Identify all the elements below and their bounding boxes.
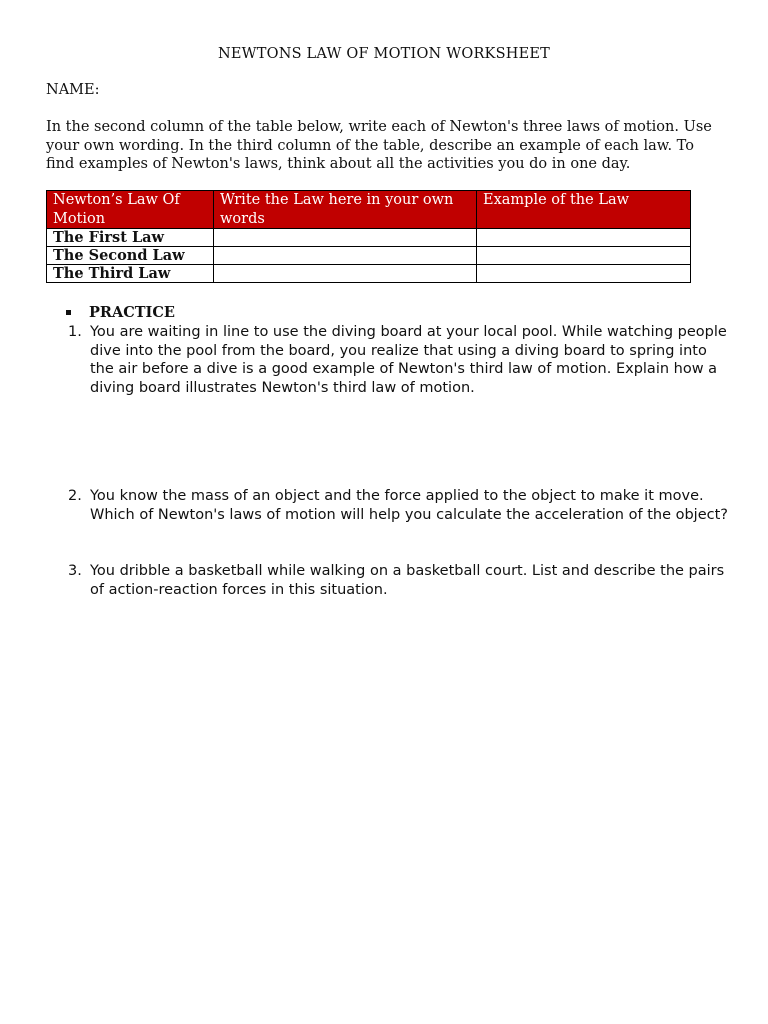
question-number: 1. (68, 324, 82, 340)
example-cell[interactable] (477, 229, 691, 247)
table-header-row (47, 191, 691, 229)
column-header-example: Example of the Law (477, 191, 691, 229)
question-text: You are waiting in line to use the diving board at your local pool. While watching people dive into the pool from the board, you realize that using a diving board to spring into the air before a dive is a good example of Newton's third law of motion. Explain how a diving board illustrates Newton's third law of motion. (90, 324, 727, 396)
question-text: You dribble a basketball while walking on a basketball court. List and describe the pairs of action-reaction forces in this situation. (90, 563, 725, 598)
table-row (47, 265, 691, 283)
example-cell[interactable] (477, 265, 691, 283)
question-item (68, 562, 728, 599)
own-words-cell[interactable] (214, 247, 477, 265)
page-title: NEWTONS LAW OF MOTION WORKSHEET (217, 46, 551, 62)
practice-heading (66, 304, 175, 321)
name-label: NAME: (46, 82, 100, 98)
table-row (47, 229, 691, 247)
question-item (68, 323, 728, 397)
law-name-cell: The Third Law (47, 265, 214, 283)
practice-heading-text: PRACTICE (89, 304, 175, 321)
own-words-cell[interactable] (214, 265, 477, 283)
column-header-law: Newton’s Law Of Motion (47, 191, 214, 229)
question-number: 2. (68, 488, 82, 504)
question-text: You know the mass of an object and the force applied to the object to make it move. Which of Newton's laws of motion will help you calculate the acceleration of the object? (90, 488, 728, 523)
instructions-paragraph: In the second column of the table below, write each of Newton's three laws of motion. Use your own wording. In the third column of the table, describe an example of each law. To find examples of Newton's laws, think about all the activities you do in one day. (46, 119, 712, 172)
own-words-cell[interactable] (214, 229, 477, 247)
newtons-laws-table (46, 190, 691, 283)
question-number: 3. (68, 563, 82, 579)
square-bullet-icon (66, 310, 71, 315)
question-item (68, 487, 728, 524)
column-header-own-words: Write the Law here in your own words (214, 191, 477, 229)
law-name-cell: The First Law (47, 229, 214, 247)
law-name-cell: The Second Law (47, 247, 214, 265)
example-cell[interactable] (477, 247, 691, 265)
table-row (47, 247, 691, 265)
